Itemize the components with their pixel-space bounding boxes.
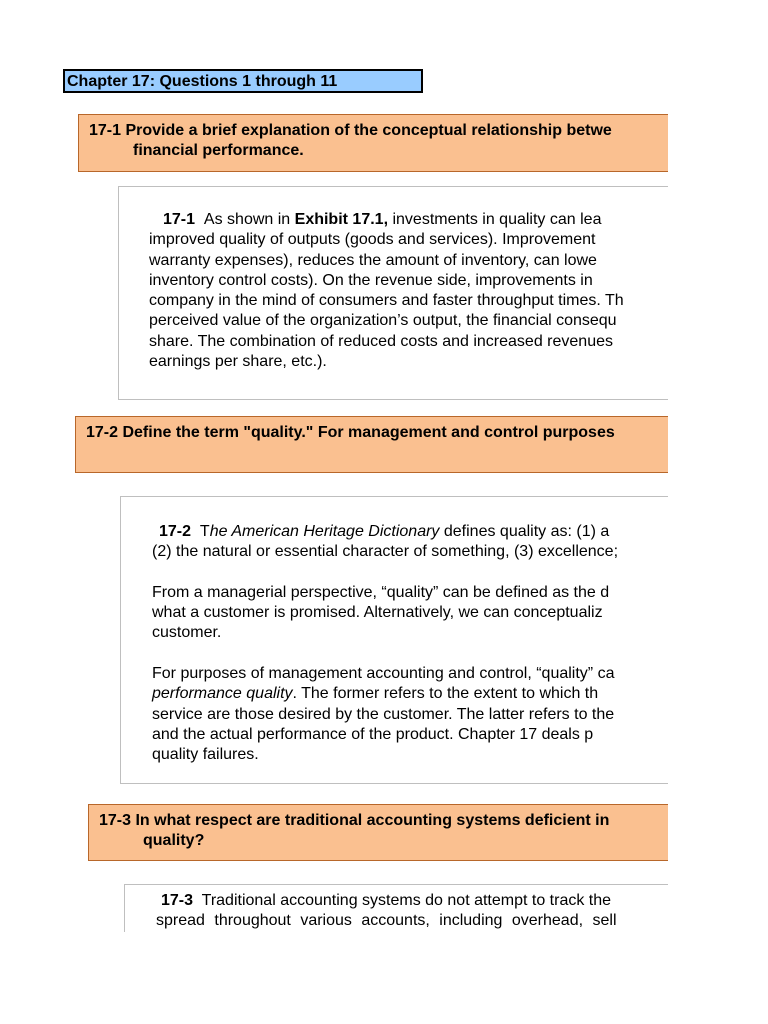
answer-line: spread throughout various accounts, including overhead, sell xyxy=(156,912,617,930)
answer-line: From a managerial perspective, “quality” can be defined as the d xyxy=(152,583,610,601)
question-box-17-1 xyxy=(78,114,668,172)
answer-line: quality failures. xyxy=(152,746,259,764)
answer-text: T xyxy=(199,523,210,540)
question-line: 17-2 Define the term "quality." For management and control purposes xyxy=(86,424,615,441)
answer-line: and the actual performance of the product. Chapter 17 deals p xyxy=(152,725,594,743)
answer-box-17-3 xyxy=(124,884,668,932)
answer-line: customer. xyxy=(152,624,222,642)
answer-text: Traditional accounting systems do not attempt to track the xyxy=(197,892,612,909)
answer-line: improved quality of outputs (goods and services). Improvement xyxy=(149,231,596,249)
blank-line xyxy=(152,644,668,664)
answer-line: For purposes of management accounting and control, “quality” ca xyxy=(152,665,615,683)
answer-first-line xyxy=(156,891,668,911)
exhibit-reference: Exhibit 17.1, xyxy=(294,211,389,228)
answer-line xyxy=(152,684,668,704)
answer-line: share. The combination of reduced costs and increased revenues xyxy=(149,332,613,350)
answer-number: 17-1 xyxy=(163,211,196,228)
answer-line: warranty expenses), reduces the amount of inventory, can lowe xyxy=(149,251,597,269)
answer-line: company in the mind of consumers and faster throughput times. Th xyxy=(149,292,624,310)
question-box-17-3 xyxy=(88,804,668,861)
answer-text: investments in quality can lea xyxy=(388,211,602,228)
blank-line xyxy=(152,563,668,583)
answer-number: 17-3 xyxy=(161,892,194,909)
answer-number: 17-2 xyxy=(159,523,192,540)
emphasis-term: performance quality xyxy=(152,685,293,703)
answer-text: . The former refers to the extent to which th xyxy=(292,685,599,703)
question-box-17-2 xyxy=(75,416,668,473)
answer-line: what a customer is promised. Alternatively, we can conceptualiz xyxy=(152,604,603,622)
answer-line: inventory control costs). On the revenue side, improvements in xyxy=(149,271,593,289)
answer-line: earnings per share, etc.). xyxy=(149,353,327,371)
question-line: quality? xyxy=(143,832,205,850)
answer-text: defines quality as: (1) a xyxy=(439,523,610,540)
answer-first-line xyxy=(149,210,668,230)
chapter-title: Chapter 17: Questions 1 through 11 xyxy=(63,69,423,93)
answer-line: perceived value of the organization’s output, the financial consequ xyxy=(149,312,617,330)
answer-line: (2) the natural or essential character of something, (3) excellence; xyxy=(152,543,619,561)
answer-first-line xyxy=(152,522,668,542)
question-line: 17-1 Provide a brief explanation of the conceptual relationship betwe xyxy=(89,122,612,139)
answer-box-17-1 xyxy=(118,186,668,400)
answer-text: As shown in xyxy=(203,211,295,228)
answer-box-17-2 xyxy=(120,496,668,784)
question-line: financial performance. xyxy=(133,142,304,160)
dictionary-title: he American Heritage Dictionary xyxy=(209,523,440,540)
answer-line: service are those desired by the customer. The latter refers to the xyxy=(152,705,615,723)
question-line: 17-3 In what respect are traditional accounting systems deficient in xyxy=(99,812,610,829)
